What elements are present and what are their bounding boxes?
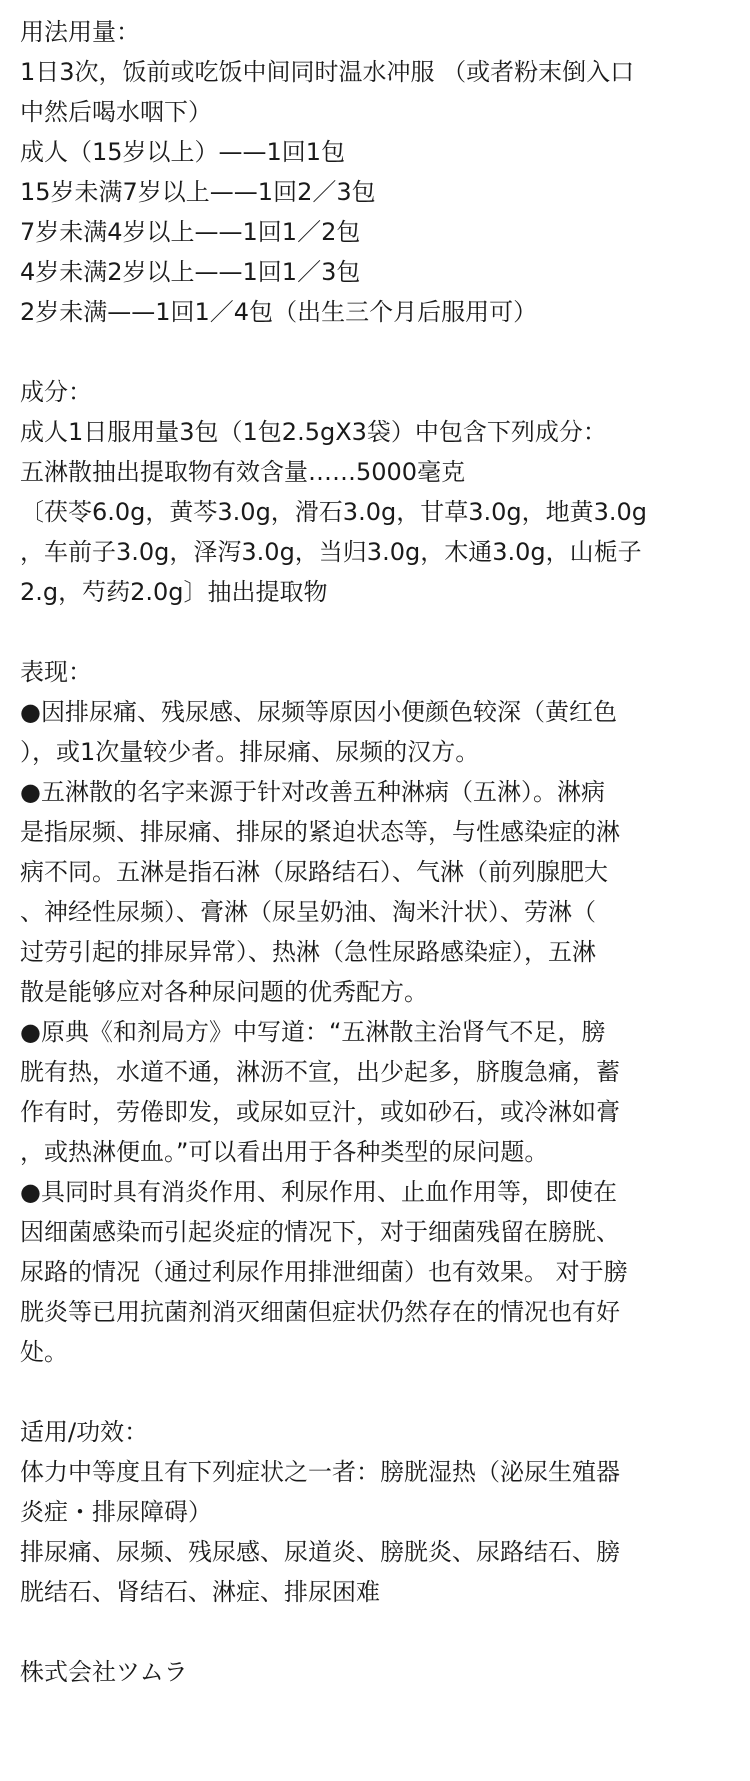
usage-heading: 用法用量：	[20, 18, 140, 46]
indications-line: 胱结石、肾结石、淋症、排尿困难	[20, 1578, 380, 1606]
effects-line: 胱有热，水道不通，淋沥不宣，出少起多，脐腹急痛，蓄	[20, 1058, 620, 1086]
effects-line: 过劳引起的排尿异常）、热淋（急性尿路感染症），五淋	[20, 938, 596, 966]
usage-line: 15岁未满7岁以上——1回2／3包	[20, 178, 376, 206]
effects-line: 处。	[20, 1338, 68, 1366]
section-spacer	[20, 1372, 730, 1412]
effects-line: ●五淋散的名字来源于针对改善五种淋病（五淋）。淋病	[20, 778, 605, 806]
effects-line: ●原典《和剂局方》中写道：“五淋散主治肾气不足，膀	[20, 1018, 606, 1046]
ingredients-line: 2.g，芍药2.0g〕抽出提取物	[20, 578, 328, 606]
effects-line: ，或热淋便血。”可以看出用于各种类型的尿问题。	[20, 1138, 549, 1166]
section-spacer	[20, 1612, 730, 1652]
effects-line: ●因排尿痛、残尿感、尿频等原因小便颜色较深（黄红色	[20, 698, 617, 726]
indications-line: 排尿痛、尿频、残尿感、尿道炎、膀胱炎、尿路结石、膀	[20, 1538, 620, 1566]
maker-name: 株式会社ツムラ	[20, 1658, 188, 1686]
effects-line: 、神经性尿频）、膏淋（尿呈奶油、淘米汁状）、劳淋（	[20, 898, 596, 926]
ingredients-line: 〔茯苓6.0g，黄芩3.0g，滑石3.0g，甘草3.0g，地黄3.0g	[20, 498, 648, 526]
effects-line: 因细菌感染而引起炎症的情况下，对于细菌残留在膀胱、	[20, 1218, 620, 1246]
effects-line: ●具同时具有消炎作用、利尿作用、止血作用等，即使在	[20, 1178, 617, 1206]
maker-section	[20, 1652, 730, 1692]
usage-line: 成人（15岁以上）——1回1包	[20, 138, 346, 166]
ingredients-line: 成人1日服用量3包（1包2.5gX3袋）中包含下列成分：	[20, 418, 607, 446]
effects-heading: 表现：	[20, 658, 92, 686]
effects-line: 作有时，劳倦即发，或尿如豆汁，或如砂石，或冷淋如膏	[20, 1098, 620, 1126]
usage-section	[20, 12, 730, 332]
ingredients-line: 五淋散抽出提取物有效含量……5000毫克	[20, 458, 466, 486]
usage-line: 1日3次，饭前或吃饭中间同时温水冲服 （或者粉末倒入口	[20, 58, 635, 86]
usage-line: 4岁未满2岁以上——1回1／3包	[20, 258, 361, 286]
usage-line: 2岁未满——1回1／4包（出生三个月后服用可）	[20, 298, 538, 326]
ingredients-heading: 成分：	[20, 378, 92, 406]
ingredients-section	[20, 372, 730, 612]
usage-line: 中然后喝水咽下）	[20, 98, 212, 126]
effects-line: 尿路的情况（通过利尿作用排泄细菌）也有效果。 对于膀	[20, 1258, 628, 1286]
indications-line: 炎症・排尿障碍）	[20, 1498, 212, 1526]
indications-section	[20, 1412, 730, 1612]
usage-line: 7岁未满4岁以上——1回1／2包	[20, 218, 361, 246]
indications-heading: 适用/功效：	[20, 1418, 149, 1446]
effects-line: 病不同。五淋是指石淋（尿路结石）、气淋（前列腺肥大	[20, 858, 608, 886]
effects-line: 是指尿频、排尿痛、排尿的紧迫状态等，与性感染症的淋	[20, 818, 620, 846]
indications-line: 体力中等度且有下列症状之一者：膀胱湿热（泌尿生殖器	[20, 1458, 620, 1486]
section-spacer	[20, 612, 730, 652]
effects-line: ），或1次量较少者。排尿痛、尿频的汉方。	[20, 738, 480, 766]
section-spacer	[20, 332, 730, 372]
effects-section	[20, 652, 730, 1372]
ingredients-line: ，车前子3.0g，泽泻3.0g，当归3.0g，木通3.0g，山栀子	[20, 538, 642, 566]
effects-line: 散是能够应对各种尿问题的优秀配方。	[20, 978, 428, 1006]
effects-line: 胱炎等已用抗菌剂消灭细菌但症状仍然存在的情况也有好	[20, 1298, 620, 1326]
